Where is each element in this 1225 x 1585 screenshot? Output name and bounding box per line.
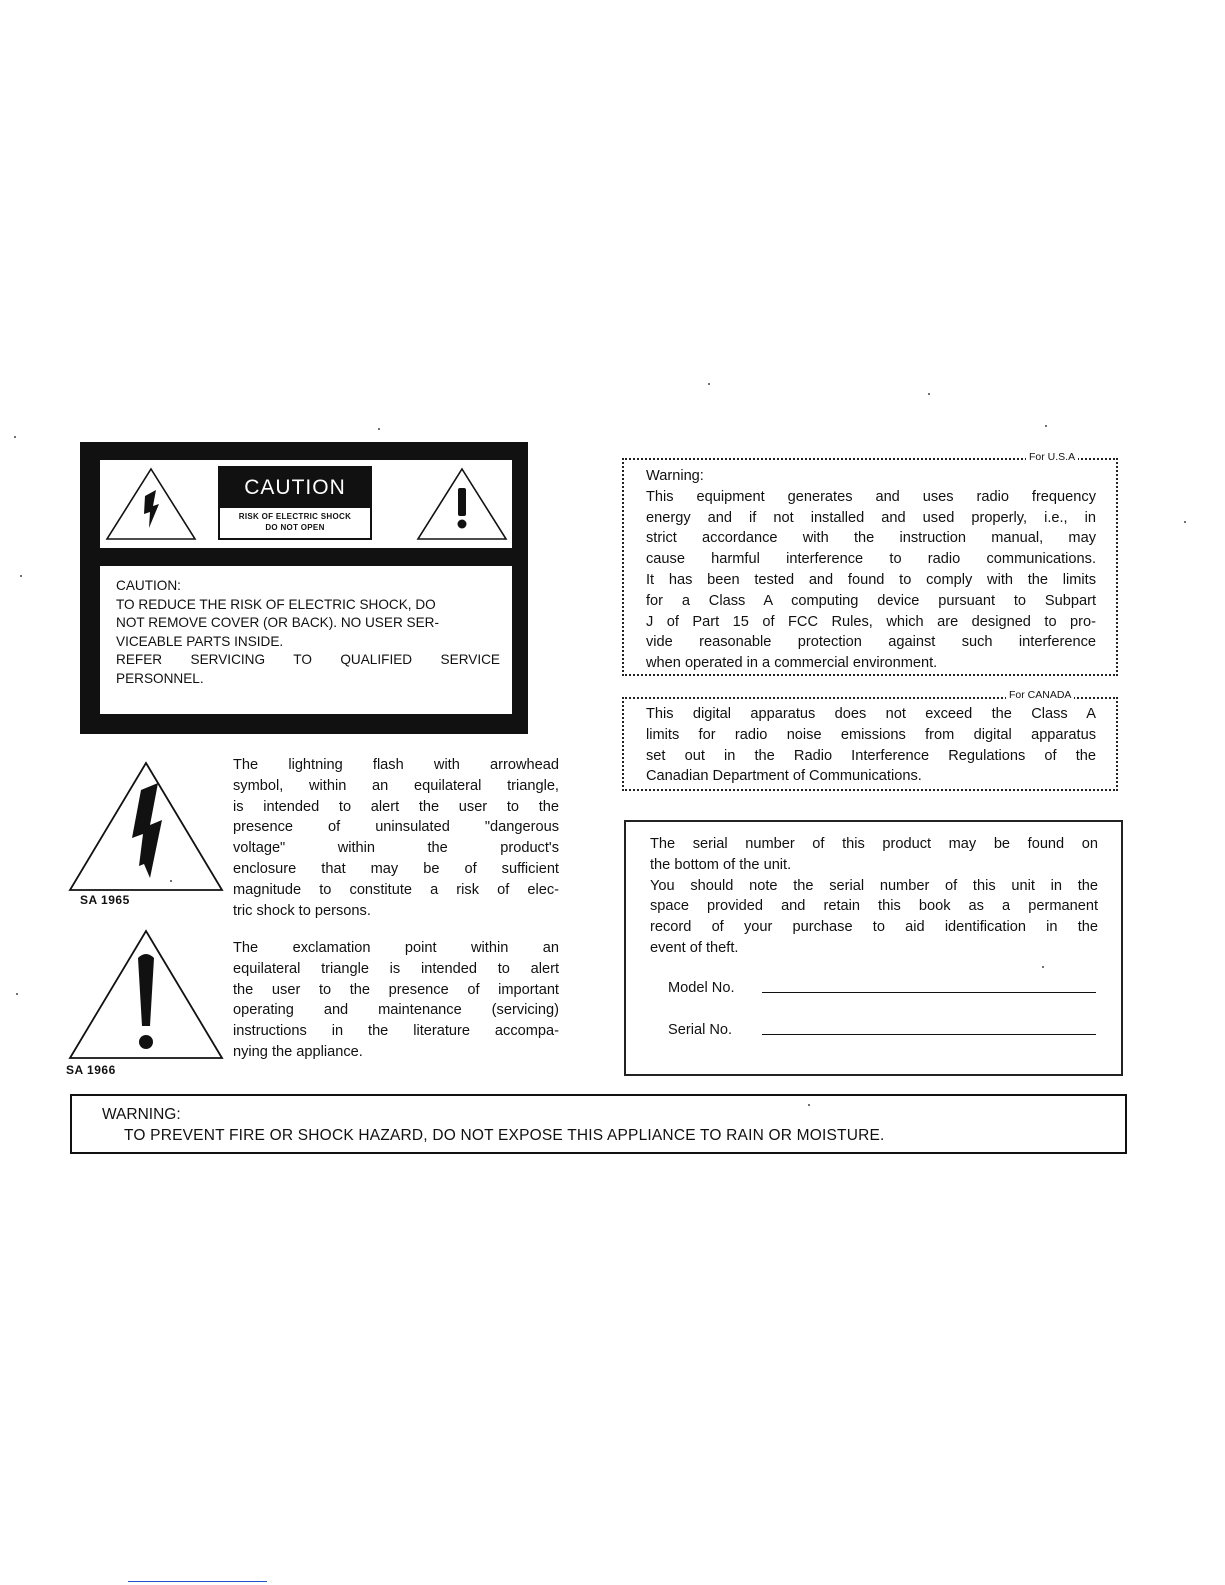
symbol-description [233, 755, 559, 921]
text-line: set out in the Radio Interference Regulations of the [646, 747, 1096, 764]
lightning-triangle-icon [104, 466, 198, 542]
text-line: magnitude to constitute a risk of elec- [233, 881, 559, 898]
caution-label-line: DO NOT OPEN [265, 523, 325, 532]
caution-label-title: CAUTION [220, 468, 370, 508]
text-line: The serial number of this product may be found on [650, 836, 1098, 852]
text-line: the user to the presence of important [233, 981, 559, 998]
text-line: instructions in the literature accompa- [233, 1023, 559, 1040]
text-line: equilateral triangle is intended to alert [233, 960, 559, 977]
exclamation-triangle-icon [416, 466, 510, 542]
text-line: event of theft. [650, 939, 739, 956]
text-line: energy and if not installed and used properly, i.e., in [646, 509, 1096, 526]
scan-speck [170, 880, 172, 882]
scan-speck [1184, 521, 1186, 523]
usa-notice-text [646, 466, 1096, 674]
caution-line: CAUTION: [116, 578, 181, 593]
symbol-code: SA 1966 [66, 1063, 116, 1077]
lightning-triangle-large-icon [66, 760, 226, 894]
symbol-code: SA 1965 [80, 893, 130, 907]
serial-box-text [650, 834, 1098, 959]
exclamation-triangle-large-icon [66, 928, 226, 1062]
canada-region-tag: For CANADA [1006, 689, 1074, 701]
scan-speck [708, 383, 710, 385]
text-line: the bottom of the unit. [650, 856, 792, 873]
canada-notice-text [646, 704, 1096, 787]
scan-speck [808, 1104, 810, 1106]
caution-line: TO REDUCE THE RISK OF ELECTRIC SHOCK, DO [116, 596, 436, 612]
text-line: when operated in a commercial environment. [646, 655, 938, 672]
caution-label [218, 466, 372, 540]
text-line: vide reasonable protection against such interference [646, 634, 1096, 651]
text-line: You should note the serial number of this unit in the [650, 877, 1098, 894]
warning-title: WARNING: [102, 1106, 181, 1123]
scan-speck [20, 575, 22, 577]
text-line: nying the appliance. [233, 1043, 363, 1060]
text-line: The lightning flash with arrowhead [233, 757, 559, 773]
text-line: strict accordance with the instruction manual, may [646, 530, 1096, 547]
text-line: Warning: [646, 468, 704, 484]
footer-underline [128, 1581, 267, 1582]
caution-line: VICEABLE PARTS INSIDE. [116, 633, 284, 649]
text-line: voltage" within the product's [233, 840, 559, 857]
caution-line: PERSONNEL. [116, 670, 204, 686]
text-line: is intended to alert the user to the [233, 798, 559, 815]
serial-number-field[interactable] [762, 1034, 1096, 1035]
scan-speck [14, 436, 16, 438]
caution-line: REFER SERVICING TO QUALIFIED SERVICE [116, 652, 500, 667]
caution-line: NOT REMOVE COVER (OR BACK). NO USER SER- [116, 615, 440, 630]
text-line: space provided and retain this book as a permanent [650, 898, 1098, 915]
text-line: The exclamation point within an [233, 940, 559, 956]
text-line: Canadian Department of Communications. [646, 768, 922, 785]
text-line: symbol, within an equilateral triangle, [233, 777, 559, 794]
symbol-description [233, 938, 559, 1063]
text-line: limits for radio noise emissions from digital apparatus [646, 726, 1096, 743]
text-line: for a Class A computing device pursuant to Subpart [646, 592, 1096, 609]
caution-text [116, 577, 500, 688]
warning-text: TO PREVENT FIRE OR SHOCK HAZARD, DO NOT EXPOSE THIS APPLIANCE TO RAIN OR MOISTURE. [124, 1127, 885, 1144]
usa-region-tag: For U.S.A [1026, 451, 1078, 463]
scan-speck [1045, 425, 1047, 427]
text-line: This digital apparatus does not exceed the Class A [646, 706, 1096, 722]
warning-box [70, 1094, 1127, 1154]
text-line: enclosure that may be of sufficient [233, 860, 559, 877]
scan-speck [928, 393, 930, 395]
text-line: presence of uninsulated "dangerous [233, 819, 559, 836]
model-number-field[interactable] [762, 992, 1096, 993]
text-line: operating and maintenance (servicing) [233, 1002, 559, 1019]
text-line: J of Part 15 of FCC Rules, which are designed to pro- [646, 613, 1096, 630]
model-number-label: Model No. [668, 980, 735, 996]
text-line: It has been tested and found to comply with the limits [646, 571, 1096, 588]
scan-speck [16, 993, 18, 995]
serial-number-label: Serial No. [668, 1022, 733, 1038]
caution-label-line: RISK OF ELECTRIC SHOCK [238, 512, 352, 521]
text-line: This equipment generates and uses radio frequency [646, 488, 1096, 505]
scan-speck [1042, 966, 1044, 968]
text-line: tric shock to persons. [233, 902, 371, 919]
text-line: cause harmful interference to radio communications. [646, 551, 1096, 568]
text-line: record of your purchase to aid identification in the [650, 919, 1098, 936]
scan-speck [378, 428, 380, 430]
